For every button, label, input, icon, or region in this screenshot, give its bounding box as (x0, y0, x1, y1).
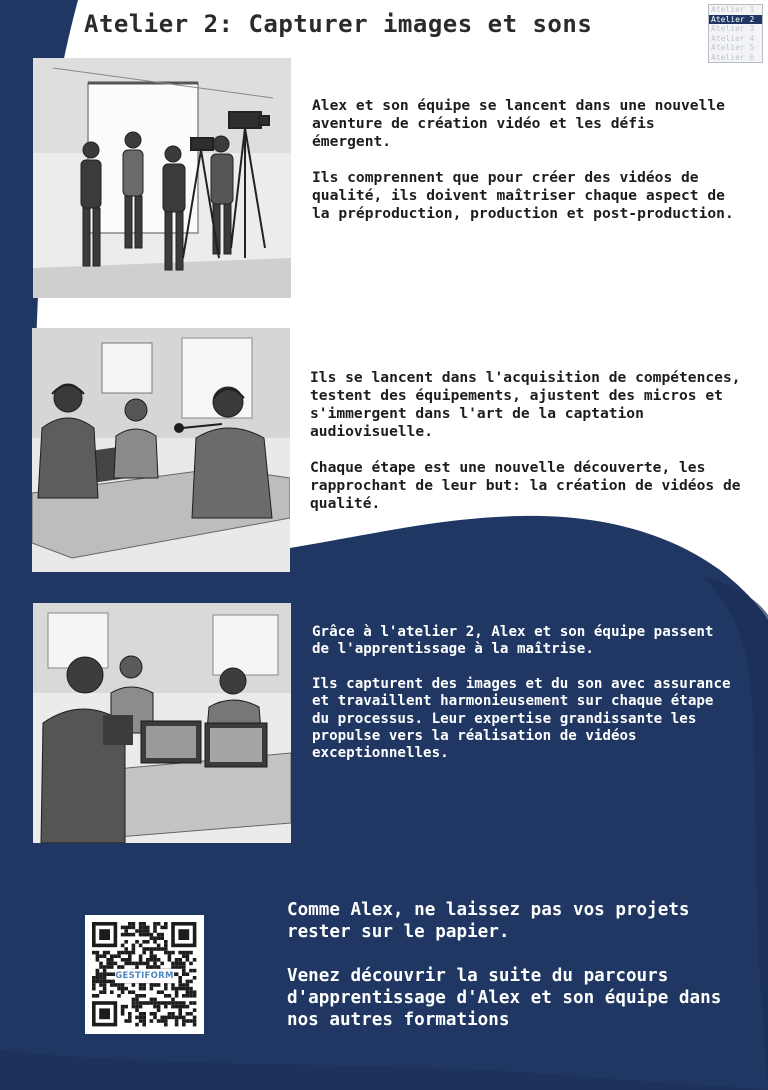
section-2-text (310, 369, 750, 513)
nav-item-atelier-4[interactable]: Atelier 4 (711, 33, 755, 43)
section-2-paragraph-2: Chaque étape est une nouvelle découverte, les rapprochant de leur but: la création de vidéos de qualité. (310, 459, 741, 512)
footer-paragraph-1: Comme Alex, ne laissez pas vos projets rester sur le papier. (287, 900, 690, 942)
nav-item-atelier-1[interactable]: Atelier 1 (711, 5, 755, 14)
footer-text (287, 899, 737, 1031)
section-3-paragraph-1: Grâce à l'atelier 2, Alex et son équipe passent de l'apprentissage à la maîtrise. (312, 624, 714, 658)
qr-code[interactable] (85, 915, 204, 1034)
section-3-text (312, 624, 732, 763)
page-title: Atelier 2: Capturer images et sons (84, 10, 593, 38)
gestiform-logo: GESTIFORM (115, 971, 174, 981)
illustration-editing-team (33, 603, 291, 843)
nav-item-atelier-5[interactable]: Atelier 5 (711, 43, 755, 52)
section-3-paragraph-2: Ils capturent des images et du son avec assurance et travaillent harmonieusement sur chaque étape du processus. Leur expertise grandissante les propulse vers la réalisation de vidéos exceptionnelles. (312, 675, 731, 762)
illustration-audio-recording (32, 328, 290, 572)
sketch-audio-recording-icon (32, 328, 290, 572)
sketch-video-shoot-icon (33, 58, 291, 298)
nav-item-atelier-6[interactable]: Atelier 6 (711, 52, 755, 62)
workshop-nav (708, 4, 763, 63)
section-2-paragraph-1: Ils se lancent dans l'acquisition de compétences, testent des équipements, ajustent des micros et s'immergent dans l'art de la captation audiovisuelle. (310, 369, 741, 440)
nav-item-atelier-2[interactable]: Atelier 2 (709, 15, 762, 25)
illustration-video-shoot (33, 58, 291, 298)
footer-paragraph-2: Venez découvrir la suite du parcours d'apprentissage d'Alex et son équipe dans nos autres formations (287, 966, 722, 1030)
sketch-editing-team-icon (33, 603, 291, 843)
section-1-paragraph-2: Ils comprennent que pour créer des vidéos de qualité, ils doivent maîtriser chaque aspect de la préproduction, production et post-production. (312, 169, 734, 222)
section-1-paragraph-1: Alex et son équipe se lancent dans une nouvelle aventure de création vidéo et les défis émergent. (312, 97, 725, 150)
section-1-text (312, 97, 742, 223)
nav-item-atelier-3[interactable]: Atelier 3 (711, 24, 755, 33)
